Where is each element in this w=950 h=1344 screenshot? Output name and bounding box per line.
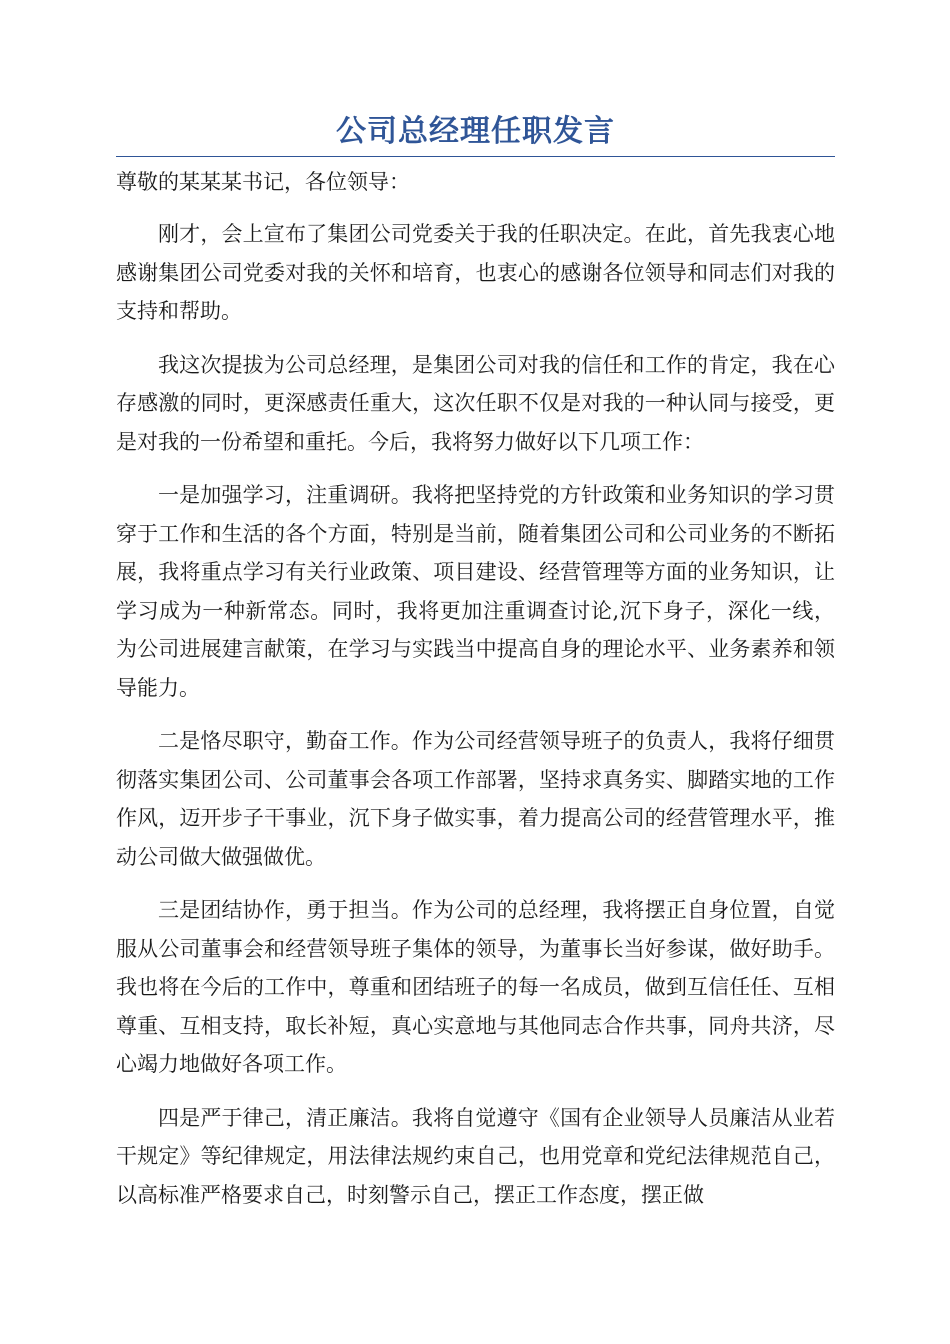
title-underline bbox=[116, 156, 835, 157]
paragraph-4: 二是恪尽职守，勤奋工作。作为公司经营领导班子的负责人，我将仔细贯彻落实集团公司、公司董事会各项工作部署，坚持求真务实、脚踏实地的工作作风，迈开步子干事业，沉下身子做实事，着力提高公司的经营管理水平，推动公司做大做强做优。 bbox=[116, 729, 835, 869]
salutation: 尊敬的某某某书记，各位领导： bbox=[116, 170, 410, 194]
document-title: 公司总经理任职发言 bbox=[336, 114, 615, 149]
paragraph-1: 刚才，会上宣布了集团公司党委关于我的任职决定。在此，首先我衷心地感谢集团公司党委对我的关怀和培育，也衷心的感谢各位领导和同志们对我的支持和帮助。 bbox=[116, 222, 835, 323]
paragraph-2: 我这次提拔为公司总经理，是集团公司对我的信任和工作的肯定，我在心存感激的同时，更深感责任重大，这次任职不仅是对我的一种认同与接受，更是对我的一份希望和重托。今后，我将努力做好以下几项工作： bbox=[116, 352, 835, 454]
paragraph-6: 四是严于律己，清正廉洁。我将自觉遵守《国有企业领导人员廉洁从业若干规定》等纪律规定，用法律法规约束自己，也用党章和党纪法律规范自己，以高标准严格要求自己，时刻警示自己，摆正工作态度，摆正做 bbox=[116, 1105, 835, 1207]
document-page bbox=[116, 110, 835, 1229]
paragraph-5: 三是团结协作，勇于担当。作为公司的总经理，我将摆正自身位置，自觉服从公司董事会和经营领导班子集体的领导，为董事长当好参谋，做好助手。我也将在今后的工作中，尊重和团结班子的每一名成员，做到互信任任、互相尊重、互相支持，取长补短，真心实意地与其他同志合作共事，同舟共济，尽心竭力地做好各项工作。 bbox=[116, 898, 835, 1076]
paragraph-3: 一是加强学习，注重调研。我将把坚持党的方针政策和业务知识的学习贯穿于工作和生活的各个方面，特别是当前，随着集团公司和公司业务的不断拓展，我将重点学习有关行业政策、项目建设、经营管理等方面的业务知识，让学习成为一种新常态。同时，我将更加注重调查讨论,沉下身子，深化一线，为公司进展建言献策，在学习与实践当中提高自身的理论水平、业务素养和领导能力。 bbox=[116, 483, 835, 700]
